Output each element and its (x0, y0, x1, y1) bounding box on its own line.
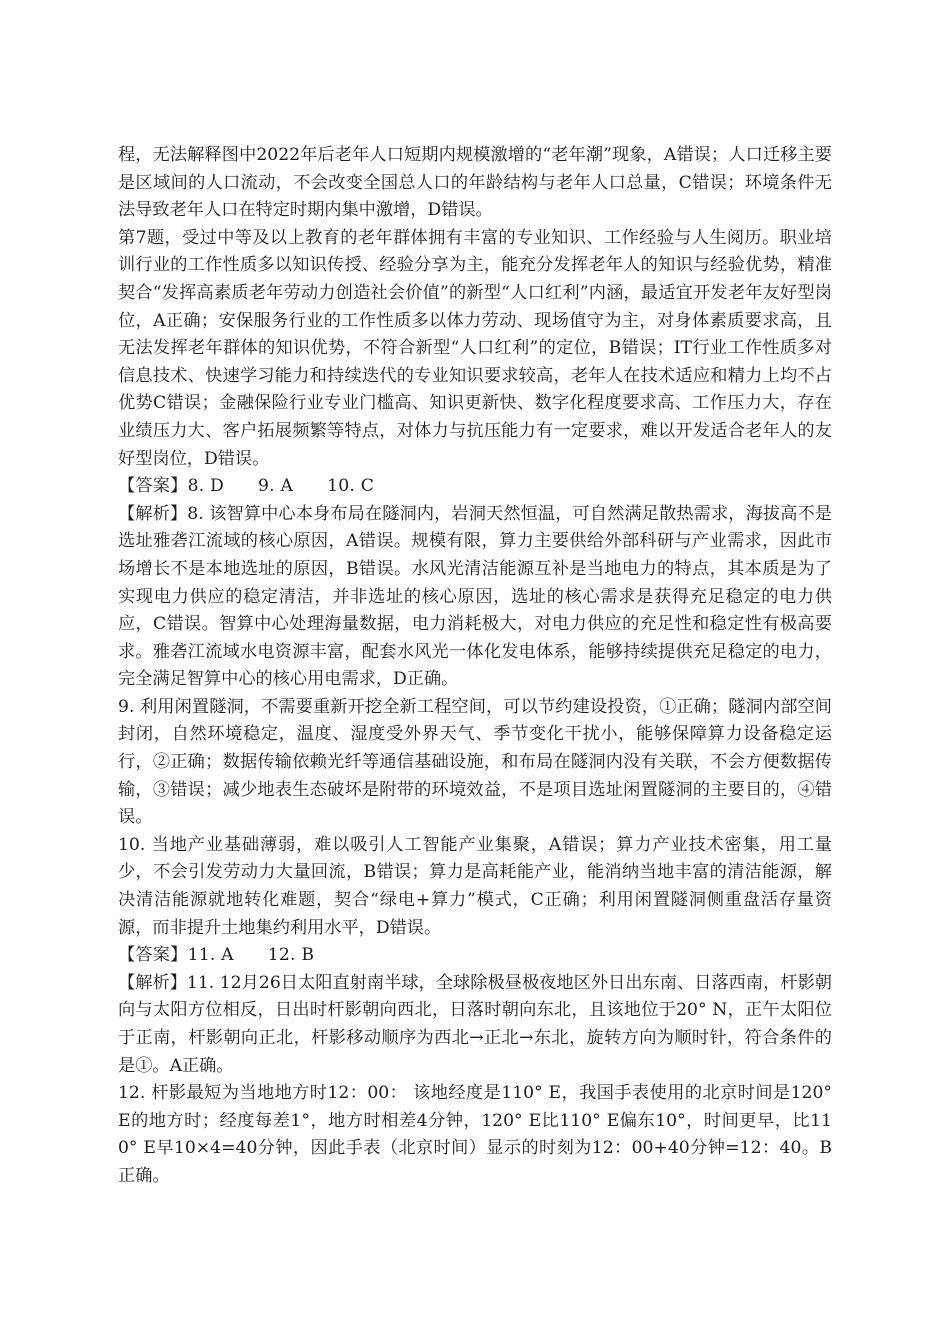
analysis-q12: 12. 杆影最短为当地地方时12：00： 该地经度是110° E，我国手表使用的北京时间是120° E的地方时；经度每差1°，地方时相差4分钟，120° E比110° E偏东10°，时间更早，比110° E早10×4=40分钟，因此手表（北京时间）显示的时刻为12：00+40分钟=12：40。B正确。 (118, 1083, 832, 1186)
paragraph-q7-analysis: 第7题，受过中等及以上教育的老年群体拥有丰富的专业知识、工作经验与人生阅历。职业培训行业的工作性质多以知识传授、经验分享为主，能充分发挥老年人的知识与经验优势，精准契合“发挥高素质老年劳动力创造社会价值”的新型“人口红利”内涵，最适宜开发老年友好型岗位，A正确；安保服务行业的工作性质多以体力劳动、现场值守为主，对身体素质要求高，且无法发挥老年群体的知识优势，不符合新型“人口红利”的定位，B错误；IT行业工作性质多对信息技术、快速学习能力和持续迭代的专业知识要求较高，老年人在技术适应和精力上均不占优势C错误；金融保险行业专业门槛高、知识更新快、数字化程度要求高、工作压力大，存在业绩压力大、客户拓展频繁等特点，对体力与抗压能力有一定要求，难以开发适合老年人的友好型岗位，D错误。 (118, 227, 832, 469)
analysis-q11: 【解析】11. 12月26日太阳直射南半球，全球除极昼极夜地区外日出东南、日落西南，杆影朝向与太阳方位相反，日出时杆影朝向西北，日落时朝向东北，且该地位于20° N，正午太阳位于正南，杆影朝向正北，杆影移动顺序为西北→正北→东北，旋转方向为顺时针，符合条件的是①。A正确。 (118, 972, 832, 1076)
answer-item: 11. A (187, 945, 234, 966)
analysis-q8: 【解析】8. 该智算中心本身布局在隧洞内，岩洞天然恒温，可自然满足散热需求，海拔高不是选址雅砻江流域的核心原因，A错误。规模有限，算力主要供给外部科研与产业需求，因此市场增长不是本地选址的原因，B错误。水风光清洁能源互补是当地电力的特点，其本质是为了实现电力供应的稳定清洁，并非选址的核心原因，选址的核心需求是获得充足稳定的电力供应，C错误。智算中心处理海量数据，电力消耗极大，对电力供应的充足性和稳定性有极高要求。雅砻江流域水电资源丰富，配套水风光一体化发电体系，能够持续提供充足稳定的电力，完全满足智算中心的核心用电需求，D正确。 (118, 503, 832, 690)
answer-item: 10. C (327, 476, 375, 497)
answer-label: 【答案】 (118, 476, 188, 497)
answer-item: 12. B (267, 945, 315, 966)
analysis-q9: 9. 利用闲置隧洞，不需要重新开挖全新工程空间，可以节约建设投资，①正确；隧洞内部空间封闭，自然环境稳定，温度、湿度受外界天气、季节变化干扰小，能够保障算力设备稳定运行，②正确；数据传输依赖光纤等通信基础设施，和布局在隧洞内没有关联，不会方便数据传输，③错误；减少地表生态破坏是附带的环境效益，不是项目选址闲置隧洞的主要目的，④错误。 (118, 696, 832, 828)
answer-item: 9. A (258, 476, 294, 497)
paragraph-q6-continued: 程，无法解释图中2022年后老年人口短期内规模激增的“老年潮”现象，A错误；人口迁移主要是区域间的人口流动，不会改变全国总人口的年龄结构与老年人口总量，C错误；环境条件无法导致老年人口在特定时期内集中激增，D错误。 (118, 145, 832, 221)
answer-label: 【答案】 (118, 945, 188, 966)
analysis-q10: 10. 当地产业基础薄弱，难以吸引人工智能产业集聚，A错误；算力产业技术密集，用工量少，不会引发劳动力大量回流，B错误；算力是高耗能产业，能消纳当地丰富的清洁能源，解决清洁能源就地转化难题，契合“绿电+算力”模式，C正确；利用闲置隧洞侧重盘活存量资源，而非提升土地集约利用水平，D错误。 (118, 834, 832, 938)
answer-item: 8. D (187, 476, 225, 497)
answer-line-8-10 (118, 473, 832, 501)
answer-line-11-12 (118, 942, 832, 970)
